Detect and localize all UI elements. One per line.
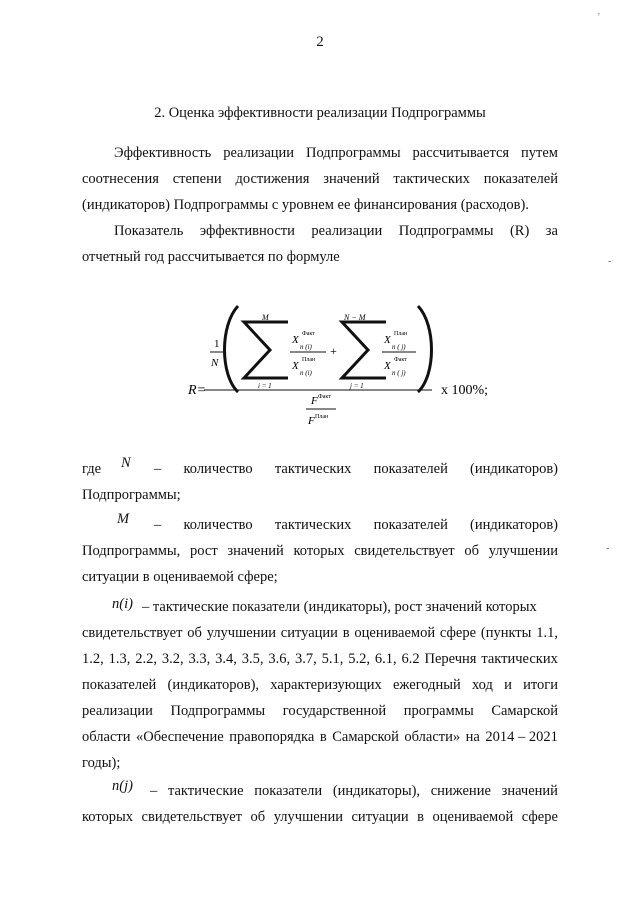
word: тактических — [274, 517, 352, 533]
word: улучшении — [273, 809, 343, 825]
frac2-den-sup: Факт — [394, 357, 407, 363]
sum1-upper-limit: M — [262, 313, 269, 322]
word: оцениваемой — [354, 625, 436, 641]
word: 1.3, — [108, 651, 131, 667]
formula-r-label: R= — [188, 383, 206, 398]
word: которых — [82, 809, 134, 825]
frac1-num-sup: Факт — [302, 331, 315, 337]
word: рост — [190, 543, 218, 559]
word: путем — [521, 145, 558, 161]
frac1-den-sup: План — [302, 357, 316, 363]
word: 2.2, — [135, 651, 157, 667]
def-n-line1 — [154, 460, 558, 478]
word: об — [464, 543, 479, 559]
word: которых — [293, 543, 345, 559]
word: 3.6, — [268, 651, 291, 667]
word: государственной — [282, 703, 387, 719]
word: значений — [227, 543, 284, 559]
word: сфере — [521, 809, 558, 825]
word: ситуации — [280, 625, 338, 641]
word: реализации — [311, 223, 383, 239]
section-heading: 2. Оценка эффективности реализации Подпрограммы — [154, 105, 486, 121]
sum2-lower-limit: j = 1 — [350, 382, 364, 390]
word: количество — [183, 461, 253, 477]
word: тактических — [274, 461, 352, 477]
word: ситуации — [351, 809, 409, 825]
def-n-line2: Подпрограммы; — [82, 487, 181, 503]
f-plan-letter: F — [308, 415, 315, 427]
word: 1.1, — [536, 625, 558, 641]
def-ni-line6 — [82, 728, 558, 746]
word: оцениваемой — [432, 809, 514, 825]
def-n-symbol: N — [121, 455, 131, 471]
scan-mark: - — [606, 543, 610, 554]
word: «Обеспечение — [136, 729, 224, 745]
para1-line3: (индикаторов) Подпрограммы с уровнем ее финансирования (расходов). — [82, 197, 529, 213]
word: за — [545, 223, 558, 239]
word: 3.5, — [241, 651, 264, 667]
word: об — [250, 809, 266, 825]
word: 6.1, — [374, 651, 397, 667]
word: на — [465, 729, 480, 745]
def-m-line1 — [154, 516, 558, 534]
word: – — [154, 461, 162, 477]
frac1-den-sub: n (i) — [300, 369, 312, 377]
frac2-den-x: X — [384, 360, 391, 372]
word: в — [319, 729, 327, 745]
def-ni-line1: – тактические показатели (индикаторы), рост значений которых — [142, 599, 537, 615]
word: рассчитывается — [412, 145, 510, 161]
word: тактических — [393, 171, 470, 187]
word: 3.2, — [161, 651, 184, 667]
frac1-num-sub: n (i) — [300, 343, 312, 351]
word: свидетельствует — [141, 809, 242, 825]
word: 5.2, — [348, 651, 370, 667]
word: соотнесения — [82, 171, 159, 187]
sum1-sigma-icon — [244, 322, 288, 378]
word: Самарской — [332, 729, 399, 745]
def-ni-line7: годы); — [82, 755, 121, 771]
word: (пункты — [480, 625, 532, 641]
word: значений — [501, 783, 558, 799]
def-nj-line2 — [82, 808, 558, 826]
def-n-prefix: где — [82, 461, 102, 477]
word: (индикаторов) — [470, 517, 558, 533]
word: области» — [404, 729, 461, 745]
def-ni-line5 — [82, 702, 558, 720]
frac2-den-sub: n ( j) — [392, 369, 406, 377]
word: показателей — [483, 171, 558, 187]
word: сфере — [439, 625, 477, 641]
word: Подпрограммы, — [82, 543, 181, 559]
word: показателей — [373, 517, 448, 533]
word: Подпрограммы — [305, 145, 401, 161]
right-paren-icon — [418, 306, 432, 392]
word: количество — [183, 517, 253, 533]
def-ni-symbol: n(i) — [112, 596, 133, 612]
word: снижение — [430, 783, 491, 799]
def-ni-line2 — [82, 624, 558, 642]
word: 3.4, — [215, 651, 237, 667]
def-m-symbol: M — [117, 511, 130, 527]
word: ход — [471, 677, 493, 693]
word: Подпрограммы — [170, 703, 266, 719]
formula-one: 1 — [214, 338, 220, 350]
formula-n-denominator: N — [211, 357, 219, 369]
word: Самарской — [491, 703, 558, 719]
word: достижения — [235, 171, 310, 187]
word: эффективности — [199, 223, 295, 239]
word: (индикаторов), — [167, 677, 260, 693]
sum1-lower-limit: i = 1 — [258, 382, 272, 390]
word: Показатель — [114, 223, 184, 239]
def-nj-symbol: n(j) — [112, 778, 133, 794]
sum2-upper-limit: N − M — [344, 313, 366, 322]
scan-mark: - — [608, 256, 612, 267]
word: ежегодный — [393, 677, 461, 693]
def-nj-line1 — [150, 782, 558, 800]
scan-mark: ' — [598, 12, 600, 23]
frac2-num-sub: n ( j) — [392, 343, 406, 351]
formula-multiplier: x 100%; — [441, 383, 489, 398]
para2-line2: отчетный год рассчитывается по формуле — [82, 249, 340, 265]
word: 2014 – 2021 — [485, 729, 558, 745]
def-m-line3: ситуации в оцениваемой сфере; — [82, 569, 278, 585]
word: Подпрограммы — [398, 223, 494, 239]
word: 6.2 — [401, 651, 420, 667]
word: улучшении — [488, 543, 558, 559]
word: (R) — [509, 223, 530, 239]
word: и — [504, 677, 512, 693]
word: правопорядка — [229, 729, 315, 745]
efficiency-formula — [0, 0, 640, 440]
word: показателей — [373, 461, 448, 477]
word: улучшении — [206, 625, 276, 641]
word: в — [342, 625, 350, 641]
frac1-num-x: X — [292, 334, 299, 346]
word: области — [82, 729, 131, 745]
word: об — [187, 625, 202, 641]
f-fact-sup: Факт — [318, 394, 331, 400]
word: Эффективность — [114, 145, 212, 161]
word: Перечня — [424, 651, 477, 667]
word: в — [417, 809, 425, 825]
formula-plus: + — [330, 344, 337, 358]
word: 5.1, — [321, 651, 344, 667]
frac2-num-x: X — [384, 334, 391, 346]
word: – — [154, 517, 162, 533]
left-paren-icon — [225, 306, 239, 392]
word: 3.3, — [188, 651, 211, 667]
word: (индикаторов) — [470, 461, 558, 477]
word: значений — [323, 171, 380, 187]
word: (индикаторы), — [332, 783, 421, 799]
def-ni-line3 — [82, 650, 558, 668]
word: – — [150, 783, 158, 799]
def-m-line2 — [82, 542, 558, 560]
word: тактические — [167, 783, 244, 799]
word: реализации — [223, 145, 295, 161]
word: реализации — [82, 703, 153, 719]
word: показатели — [254, 783, 323, 799]
word: 3.7, — [295, 651, 317, 667]
word: показателей — [82, 677, 157, 693]
word: характеризующих — [270, 677, 382, 693]
word: степени — [172, 171, 222, 187]
word: свидетельствует — [354, 543, 455, 559]
word: программы — [403, 703, 474, 719]
word: тактических — [481, 651, 558, 667]
sum2-sigma-icon — [342, 322, 386, 378]
page-number: 2 — [316, 34, 324, 50]
word: 1.2, — [82, 651, 104, 667]
def-ni-line4 — [82, 676, 558, 694]
word: свидетельствует — [82, 625, 183, 641]
frac1-den-x: X — [292, 360, 299, 372]
f-plan-sup: План — [315, 414, 329, 420]
word: итоги — [523, 677, 558, 693]
f-fact-letter: F — [311, 395, 318, 407]
frac2-num-sup: План — [394, 331, 408, 337]
